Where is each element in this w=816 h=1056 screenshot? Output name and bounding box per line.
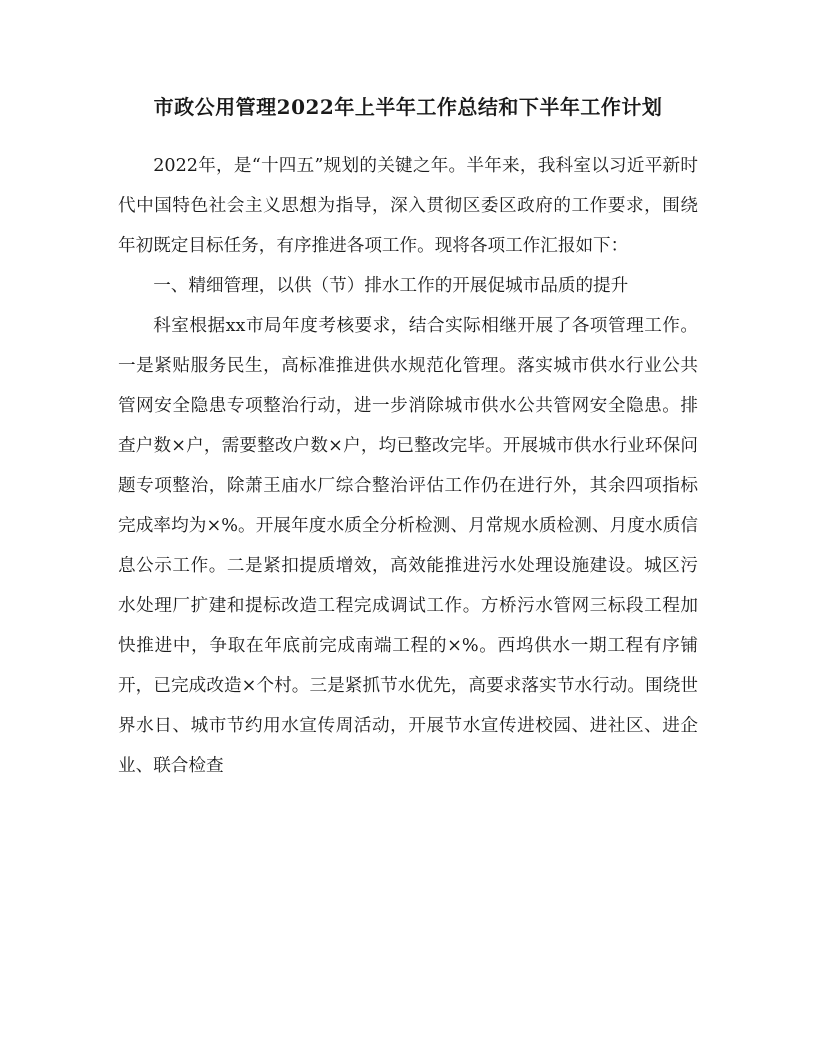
document-body (118, 146, 698, 786)
paragraph-section-1: 科室根据xx市局年度考核要求，结合实际相继开展了各项管理工作。一是紧贴服务民生，高标准推进供水规范化管理。落实城市供水行业公共管网安全隐患专项整治行动，进一步消除城市供水公共管网安全隐患。排查户数×户，需要整改户数×户，均已整改完毕。开展城市供水行业环保问题专项整治，除萧王庙水厂综合整治评估工作仍在进行外，其余四项指标完成率均为×%。开展年度水质全分析检测、月常规水质检测、月度水质信息公示工作。二是紧扣提质增效，高效能推进污水处理设施建设。城区污水处理厂扩建和提标改造工程完成调试工作。方桥污水管网三标段工程加快推进中，争取在年底前完成南端工程的×%。西坞供水一期工程有序铺开，已完成改造×个村。三是紧抓节水优先，高要求落实节水行动。围绕世界水日、城市节约用水宣传周活动，开展节水宣传进校园、进社区、进企业、联合检查 (118, 316, 698, 776)
document-title: 市政公用管理2022年上半年工作总结和下半年工作计划 (153, 95, 663, 119)
paragraph-intro: 2022年，是“十四五”规划的关键之年。半年来，我科室以习近平新时代中国特色社会主义思想为指导，深入贯彻区委区政府的工作要求，围绕年初既定目标任务，有序推进各项工作。现将各项工作汇报如下： (118, 156, 698, 256)
section-heading-1: 一、精细管理，以供（节）排水工作的开展促城市品质的提升 (153, 276, 629, 296)
